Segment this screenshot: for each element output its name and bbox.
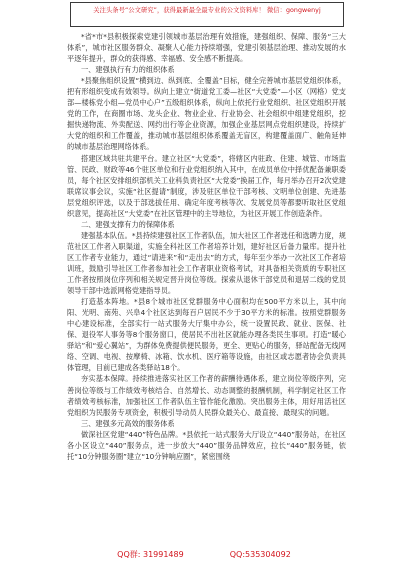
footer-contact xyxy=(0,549,408,560)
section-heading-1: 一、建强执行有力的组织体系 xyxy=(81,65,175,75)
body-paragraph: 建强基本队伍。*县持续建强社区工作者队伍，加大社区工作者选任和选聘力度，规范社区工作者入职渠道，实施全科社区工作者培养计划，建好社区后备力量库。提升社区工作者专业能力，通过“请进来”和“走出去”的方式，每年至少举办一次社区工作者培训班，鼓励引导社区工作者参加社会工作者职业资格考试，对具备相关资质的专职社区工作者按照岗位序列和相关规定晋升岗位等级。探索从退休干部党员和退居二线的党员领导干部中选派网格党建指导员。 xyxy=(67,230,346,296)
qq-number-label: QQ:535304092 xyxy=(229,550,291,559)
qq-group-label: QQ群: 31991489 xyxy=(117,550,184,559)
promo-banner xyxy=(70,2,344,27)
body-paragraph: *县聚焦组织设置“横到边、纵到底、全覆盖”目标，健全完善城市基层党组织体系，把有形组织变成有效领导。纵向上建立“街道党工委—社区“大党委”—小区（网格）党支部—楼栋党小组—党员中心户”五级组织体系，纵向上依托行业党组织、社区党组织开展党的工作，在商圈市场、龙头企业、物业企业、行业协会、社会组织中组建党组织，挖掘快递物流、外卖配送、网约出行等企业资源，加强企业基层网点党组织建设，持续扩大党的组织和工作覆盖，推动城市基层组织体系覆盖无盲区，构建覆盖面广、触角延伸的城市基层治理网络体系。 xyxy=(67,76,346,152)
document-body xyxy=(67,31,346,462)
body-paragraph: 搭建区域共驻共建平台。建立社区“大党委”，将辖区内驻政、住建、城管、市场监管、民政、财政等46个驻区单位和行业党组织纳入其中，在成员单位中择优配备兼职委员，每个社区安排组织部机关工业科负责社区“大党委”换届工作，每月举办召开2次党建联席议事会议，实施“社区提请”制度，涉及驻区单位干部考核、文明单位创建、先进基层党组织评选，以及于部选拔任用、确定年度考核等次、发展党员等都要听取社区党组织意见，提高社区“大党委”在社区管理中的主导地位，为社区开展工作创造条件。 xyxy=(67,153,346,218)
section-heading-2: 二、建强支撑有力的保障体系 xyxy=(81,219,175,229)
body-paragraph: 夯实基本保障。持续推进落实社区工作者的薪酬待遇体系，建立岗位等级序列，完善岗位等级与工作绩效考核结合、自然增长、动态调整的报酬机制，科学制定社区工作者绩效考核标准，加强社区工作者队伍主管作能化激励。突出服务主体，用好用活社区党组织为民服务专项资金，积极引导动员人民群众最关心、最直接、最现实的问题。 xyxy=(67,374,346,417)
body-paragraph: 做深社区党建“440”特色品牌。*县依托一站式服务大厅设立“440”服务站，在社区各小区设立“440”服务点，进一步放大“440”服务品牌效应，拉长“440”服务链，依托“10分钟服务圈”建立“10分钟响应圈”，紧密围绕 xyxy=(67,429,346,461)
intro-paragraph: *省*市*县积极探索党建引领城市基层治理有效措施，建强组织、保障、服务“三大体系”，城市社区服务群众、凝聚人心能力持续增强，党建引领基层治理、推动发展的水平逐年提升，群众的获得感、幸福感、安全感不断提高。 xyxy=(67,32,346,64)
body-paragraph: 打造基本阵地。*县8个城市社区党群服务中心面积均在500平方米以上，其中向阳、光明、南苑、兴阜4个社区达到每百户居民不少于30平方米的标准。按照党群服务中心建设标准，全部实行一站式服务大厅集中办公，统一设置民政、就业、医保、社保、退役军人事务等8个服务窗口，使居民不出社区就能办理各类民生事项。打造“暖心驿站”和“爱心翼站”，为群体免费提供便民服务，更全、更贴心的服务，驿站配备无线网络、空调、电视、按摩椅、冰箱、饮水机、医疗箱等设施，由社区或志愿者协会负责具体管理，目前已建成各类驿站18个。 xyxy=(67,297,346,373)
promo-banner-text: 关注头条号“公文研究”，获得最新最全最专业的公文资料库！ 微信：gongwenyj xyxy=(93,7,321,14)
section-heading-3: 三、建强多元高效的服务体系 xyxy=(81,418,175,428)
